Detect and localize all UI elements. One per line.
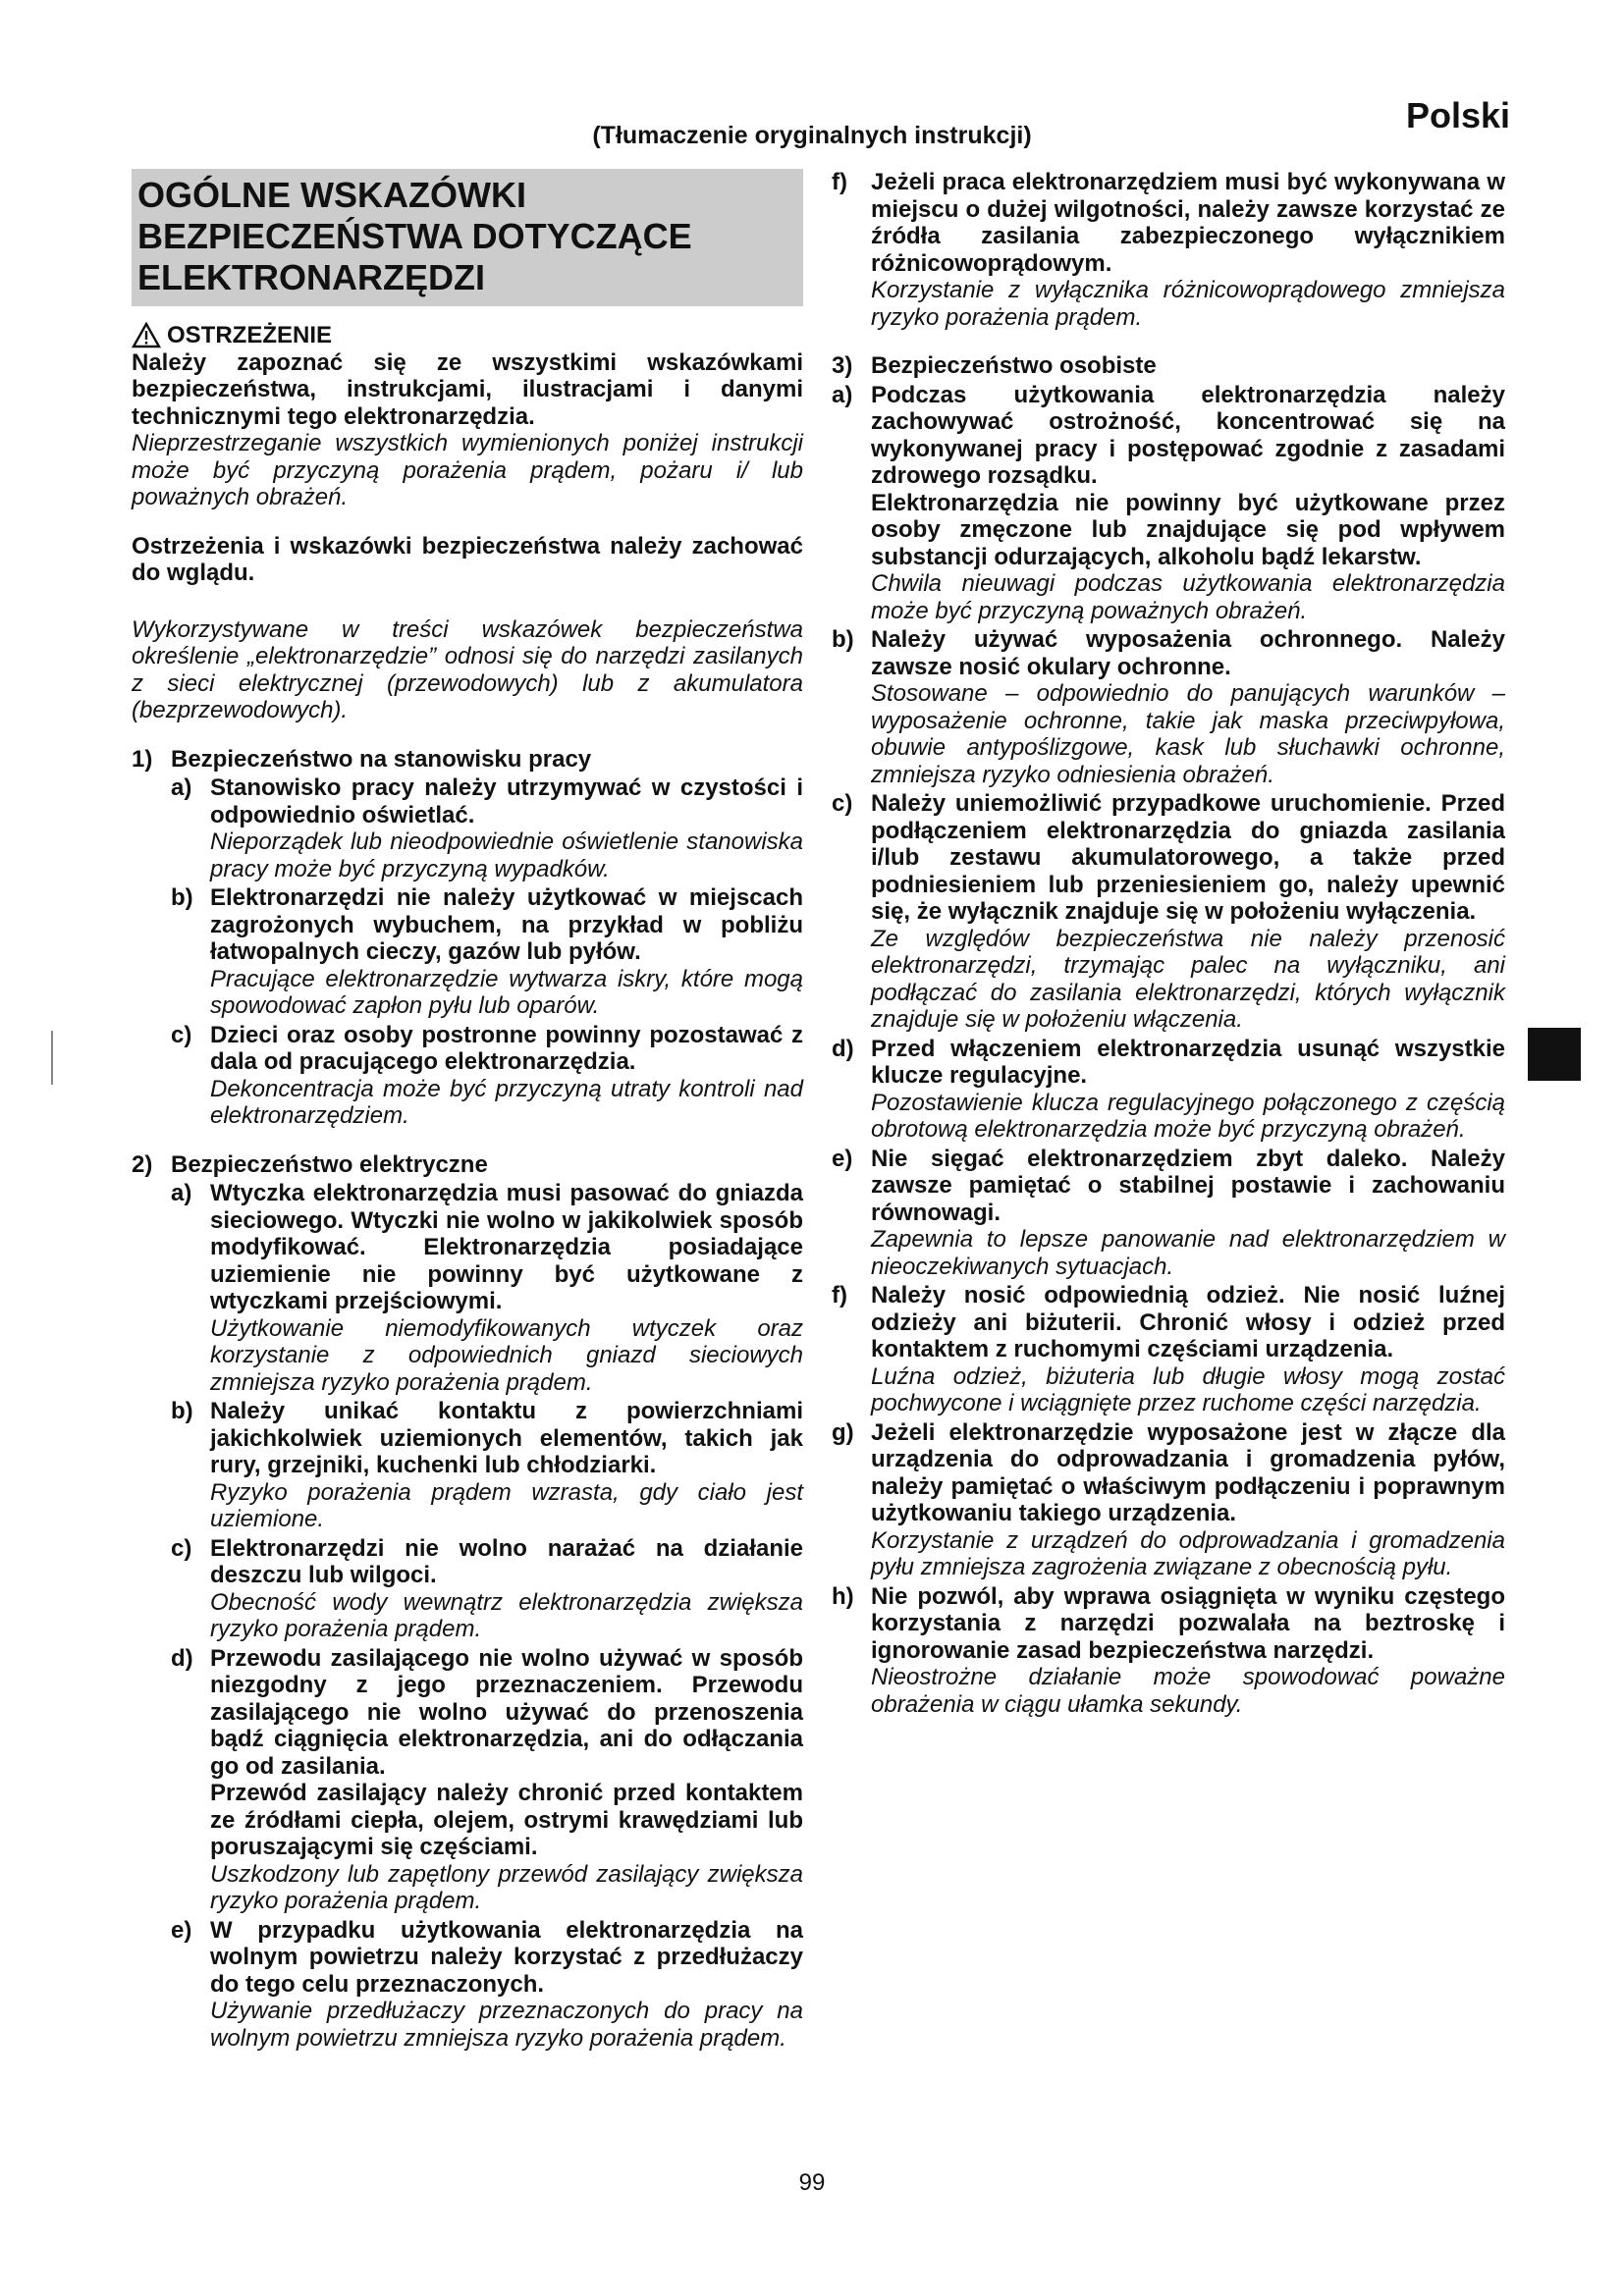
list-item bbox=[832, 1036, 1505, 1144]
item-bold-text: Stanowisko pracy należy utrzymywać w czystości i odpowiednio oświetlać. bbox=[210, 774, 803, 828]
item-letter: d) bbox=[171, 1644, 193, 1672]
section-title: Bezpieczeństwo na stanowisku pracy bbox=[171, 745, 592, 773]
list-item bbox=[171, 1022, 803, 1130]
list-item bbox=[171, 1645, 803, 1915]
item-letter: b) bbox=[171, 1398, 193, 1424]
item-bold-text: Jeżeli elektronarzędzie wyposażone jest w złącze dla urządzenia do odprowadzania i gromadzenia pyłów, należy pamiętać o właściwym podłączeniu i poprawnym użytkowaniu takiego urządzenia. bbox=[871, 1418, 1505, 1526]
item-bold-text: Należy uniemożliwić przypadkowe uruchomienie. Przed podłączeniem elektronarzędzia do gniazda zasilania i/lub zestawu akumulatorowego, a także przed podniesieniem lub przeniesieniem go, należy upewnić się, że wyłącznik znajduje się w położeniu wyłączenia. bbox=[871, 790, 1505, 925]
list-item bbox=[171, 1535, 803, 1643]
item-italic-text: Zapewnia to lepsze panowanie nad elektronarzędziem w nieoczekiwanych sytuacjach. bbox=[871, 1226, 1505, 1280]
item-italic-text: Nieostrożne działanie może spowodować poważne obrażenia w ciągu ułamka sekundy. bbox=[871, 1664, 1505, 1718]
item-letter: f) bbox=[832, 1282, 847, 1308]
section-heading bbox=[132, 1151, 803, 1179]
item-letter: a) bbox=[832, 381, 853, 408]
item-bold-text: Podczas użytkowania elektronarzędzia należy zachowywać ostrożność, koncentrować się na wykonywanej pracy i postępować zgodnie z zasadami zdrowego rozsądku. bbox=[871, 381, 1505, 489]
item-italic-text: Uszkodzony lub zapętlony przewód zasilający zwiększa ryzyko porażenia prądem. bbox=[210, 1860, 803, 1914]
warning-triangle-icon bbox=[132, 322, 161, 348]
item-bold-text: Przewodu zasilającego nie wolno używać w sposób niezgodny z jego przeznaczeniem. Przewodu zasilającego nie wolno używać do przenoszenia bądź ciągnięcia elektronarzędzia, ani do odłączania go od zasilania. bbox=[210, 1644, 803, 1780]
item-italic-text: Używanie przedłużaczy przeznaczonych do pracy na wolnym powietrzu zmniejsza ryzyko porażenia prądem. bbox=[210, 1998, 803, 2052]
list-item bbox=[171, 774, 803, 882]
item-bold-text: Elektronarzędzia nie powinny być użytkowane przez osoby zmęczone lub znajdujące się pod wpływem substancji odurzających, alkoholu bądź lekarstw. bbox=[871, 489, 1505, 570]
section-number: 2) bbox=[132, 1150, 153, 1178]
section-title: Bezpieczeństwo osobiste bbox=[871, 352, 1157, 379]
item-italic-text: Pracujące elektronarzędzie wytwarza iskry, które mogą spowodować zapłon pyłu lub oparów. bbox=[210, 965, 803, 1019]
list-item bbox=[832, 169, 1505, 331]
item-letter: c) bbox=[171, 1534, 192, 1562]
item-italic-text: Chwila nieuwagi podczas użytkowania elektronarzędzia może być przyczyną poważnych obrażeń. bbox=[871, 570, 1505, 624]
section-title-box bbox=[132, 169, 803, 306]
item-bold-text: Należy unikać kontaktu z powierzchniami jakichkolwiek uziemionych elementów, takich jak rury, grzejniki, kuchenki lub chłodziarki. bbox=[210, 1398, 803, 1478]
right-column bbox=[832, 169, 1505, 1718]
title-line: BEZPIECZEŃSTWA DOTYCZĄCE bbox=[137, 216, 692, 256]
list-item bbox=[832, 626, 1505, 788]
section-number: 3) bbox=[832, 352, 853, 379]
list-item bbox=[171, 1917, 803, 2053]
item-italic-text: Pozostawienie klucza regulacyjnego połączonego z częścią obrotową elektronarzędzia może być przyczyną obrażeń. bbox=[871, 1089, 1505, 1143]
item-italic-text: Korzystanie z wyłącznika różnicowoprądowego zmniejsza ryzyko porażenia prądem. bbox=[871, 277, 1505, 331]
warning-keep-text: Ostrzeżenia i wskazówki bezpieczeństwa należy zachować do wglądu. bbox=[132, 532, 803, 586]
title-line: ELEKTRONARZĘDZI bbox=[137, 257, 485, 297]
item-letter: a) bbox=[171, 774, 192, 801]
left-column bbox=[132, 169, 803, 2052]
warning-italic-text: Nieprzestrzeganie wszystkich wymienionych poniżej instrukcji może być przyczyną porażenia prądem, pożaru i/ lub poważnych obrażeń. bbox=[132, 430, 803, 510]
item-bold-text: Dzieci oraz osoby postronne powinny pozostawać z dala od pracującego elektronarzędzia. bbox=[210, 1021, 803, 1075]
item-bold-text: Jeżeli praca elektronarzędziem musi być wykonywana w miejscu o dużej wilgotności, należy zawsze korzystać ze źródła zasilania zabezpieczonego wyłącznikiem różnicowoprądowym. bbox=[871, 169, 1505, 277]
list-item bbox=[171, 884, 803, 1020]
item-letter: g) bbox=[832, 1418, 854, 1446]
warning-label: OSTRZEŻENIE bbox=[167, 322, 333, 348]
item-letter: c) bbox=[832, 790, 853, 817]
document-subtitle: (Tłumaczenie oryginalnych instrukcji) bbox=[592, 122, 1032, 149]
item-letter: e) bbox=[832, 1145, 853, 1172]
list-item bbox=[832, 1146, 1505, 1281]
item-bold-text: Nie pozwól, aby wprawa osiągnięta w wyniku częstego korzystania z narzędzi pozwalała na beztroskę i ignorowanie zasad bezpieczeństwa narzędzi. bbox=[871, 1582, 1505, 1664]
list-item bbox=[832, 1419, 1505, 1581]
item-italic-text: Dekoncentracja może być przyczyną utraty kontroli nad elektronarzędziem. bbox=[210, 1075, 803, 1129]
item-italic-text: Ryzyko porażenia prądem wzrasta, gdy ciało jest uziemione. bbox=[210, 1478, 803, 1532]
title-line: OGÓLNE WSKAZÓWKI bbox=[137, 175, 526, 215]
item-bold-text: Elektronarzędzi nie wolno narażać na działanie deszczu lub wilgoci. bbox=[210, 1534, 803, 1588]
item-italic-text: Korzystanie z urządzeń do odprowadzania i gromadzenia pyłu zmniejsza zagrożenia związane z obecnością pyłu. bbox=[871, 1526, 1505, 1580]
language-tab-marker bbox=[1528, 1028, 1581, 1081]
item-bold-text: Elektronarzędzi nie należy użytkować w miejscach zagrożonych wybuchem, na przykład w pobliżu łatwopalnych cieczy, gazów lub pyłów. bbox=[210, 884, 803, 965]
section-heading bbox=[832, 352, 1505, 380]
section-heading bbox=[132, 746, 803, 774]
section-number: 1) bbox=[132, 745, 153, 773]
item-letter: a) bbox=[171, 1180, 192, 1206]
definition-text: Wykorzystywane w treści wskazówek bezpieczeństwa określenie „elektronarzędzie” odnosi się do narzędzi zasilanych z sieci elektrycznej (przewodowych) lub z akumulatora (bezprzewodowych). bbox=[132, 615, 803, 723]
item-italic-text: Nieporządek lub nieodpowiednie oświetlenie stanowiska pracy może być przyczyną wypadków. bbox=[210, 828, 803, 882]
item-letter: b) bbox=[171, 884, 193, 911]
item-bold-text: Należy używać wyposażenia ochronnego. Należy zawsze nosić okulary ochronne. bbox=[871, 626, 1505, 680]
item-italic-text: Obecność wody wewnątrz elektronarzędzia zwiększa ryzyko porażenia prądem. bbox=[210, 1588, 803, 1642]
item-italic-text: Luźna odzież, biżuteria lub długie włosy mogą zostać pochwycone i wciągnięte przez ruchome części narzędzia. bbox=[871, 1362, 1505, 1416]
item-bold-text: Należy nosić odpowiednią odzież. Nie nosić luźnej odzieży ani biżuterii. Chronić włosy i odzież przed kontaktem z ruchomymi częściami urządzenia. bbox=[871, 1282, 1505, 1362]
list-item bbox=[832, 1583, 1505, 1719]
item-letter: e) bbox=[171, 1916, 192, 1944]
item-letter: b) bbox=[832, 626, 854, 653]
language-label: Polski bbox=[1405, 95, 1510, 135]
item-bold-text: Wtyczka elektronarzędzia musi pasować do gniazda sieciowego. Wtyczki nie wolno w jakikolwiek sposób modyfikować. Elektronarzędzia posiadające uziemienie nie powinny być użytkowane z wtyczkami przejściowymi. bbox=[210, 1180, 803, 1314]
item-letter: c) bbox=[171, 1021, 192, 1048]
item-italic-text: Stosowane – odpowiednio do panujących warunków – wyposażenie ochronne, takie jak maska przeciwpyłowa, obuwie antypoślizgowe, kask lub słuchawki ochronne, zmniejsza ryzyko odniesienia obrażeń. bbox=[871, 680, 1505, 788]
item-letter: h) bbox=[832, 1582, 854, 1610]
warning-bold-text: Należy zapoznać się ze wszystkimi wskazówkami bezpieczeństwa, instrukcjami, ilustracjami i danymi technicznymi tego elektronarzędzia. bbox=[132, 348, 803, 430]
list-item bbox=[832, 790, 1505, 1034]
section-title: Bezpieczeństwo elektryczne bbox=[171, 1150, 488, 1178]
list-item bbox=[171, 1398, 803, 1533]
item-bold-text: Nie sięgać elektronarzędziem zbyt daleko. Należy zawsze pamiętać o stabilnej postawie i zachowaniu równowagi. bbox=[871, 1145, 1505, 1226]
list-item bbox=[171, 1180, 803, 1396]
list-item bbox=[832, 1282, 1505, 1417]
list-item bbox=[832, 382, 1505, 625]
page-number: 99 bbox=[798, 2169, 826, 2196]
margin-mark bbox=[51, 1031, 53, 1085]
item-letter: d) bbox=[832, 1035, 854, 1062]
item-letter: f) bbox=[832, 169, 847, 195]
item-bold-text: Przed włączeniem elektronarzędzia usunąć wszystkie klucze regulacyjne. bbox=[871, 1035, 1505, 1089]
item-italic-text: Ze względów bezpieczeństwa nie należy przenosić elektronarzędzi, trzymając palec na wyłączniku, ani podłączać do zasilania elektronarzędzi, których wyłącznik znajduje się w położeniu włączenia. bbox=[871, 925, 1505, 1033]
item-italic-text: Użytkowanie niemodyfikowanych wtyczek oraz korzystanie z odpowiednich gniazd sieciowych zmniejsza ryzyko porażenia prądem. bbox=[210, 1314, 803, 1396]
warning-heading bbox=[132, 322, 803, 349]
item-bold-text: W przypadku użytkowania elektronarzędzia na wolnym powietrzu należy korzystać z przedłużaczy do tego celu przeznaczonych. bbox=[210, 1916, 803, 1998]
item-bold-text: Przewód zasilający należy chronić przed kontaktem ze źródłami ciepła, olejem, ostrymi krawędziami lub poruszającymi się częściami. bbox=[210, 1780, 803, 1860]
